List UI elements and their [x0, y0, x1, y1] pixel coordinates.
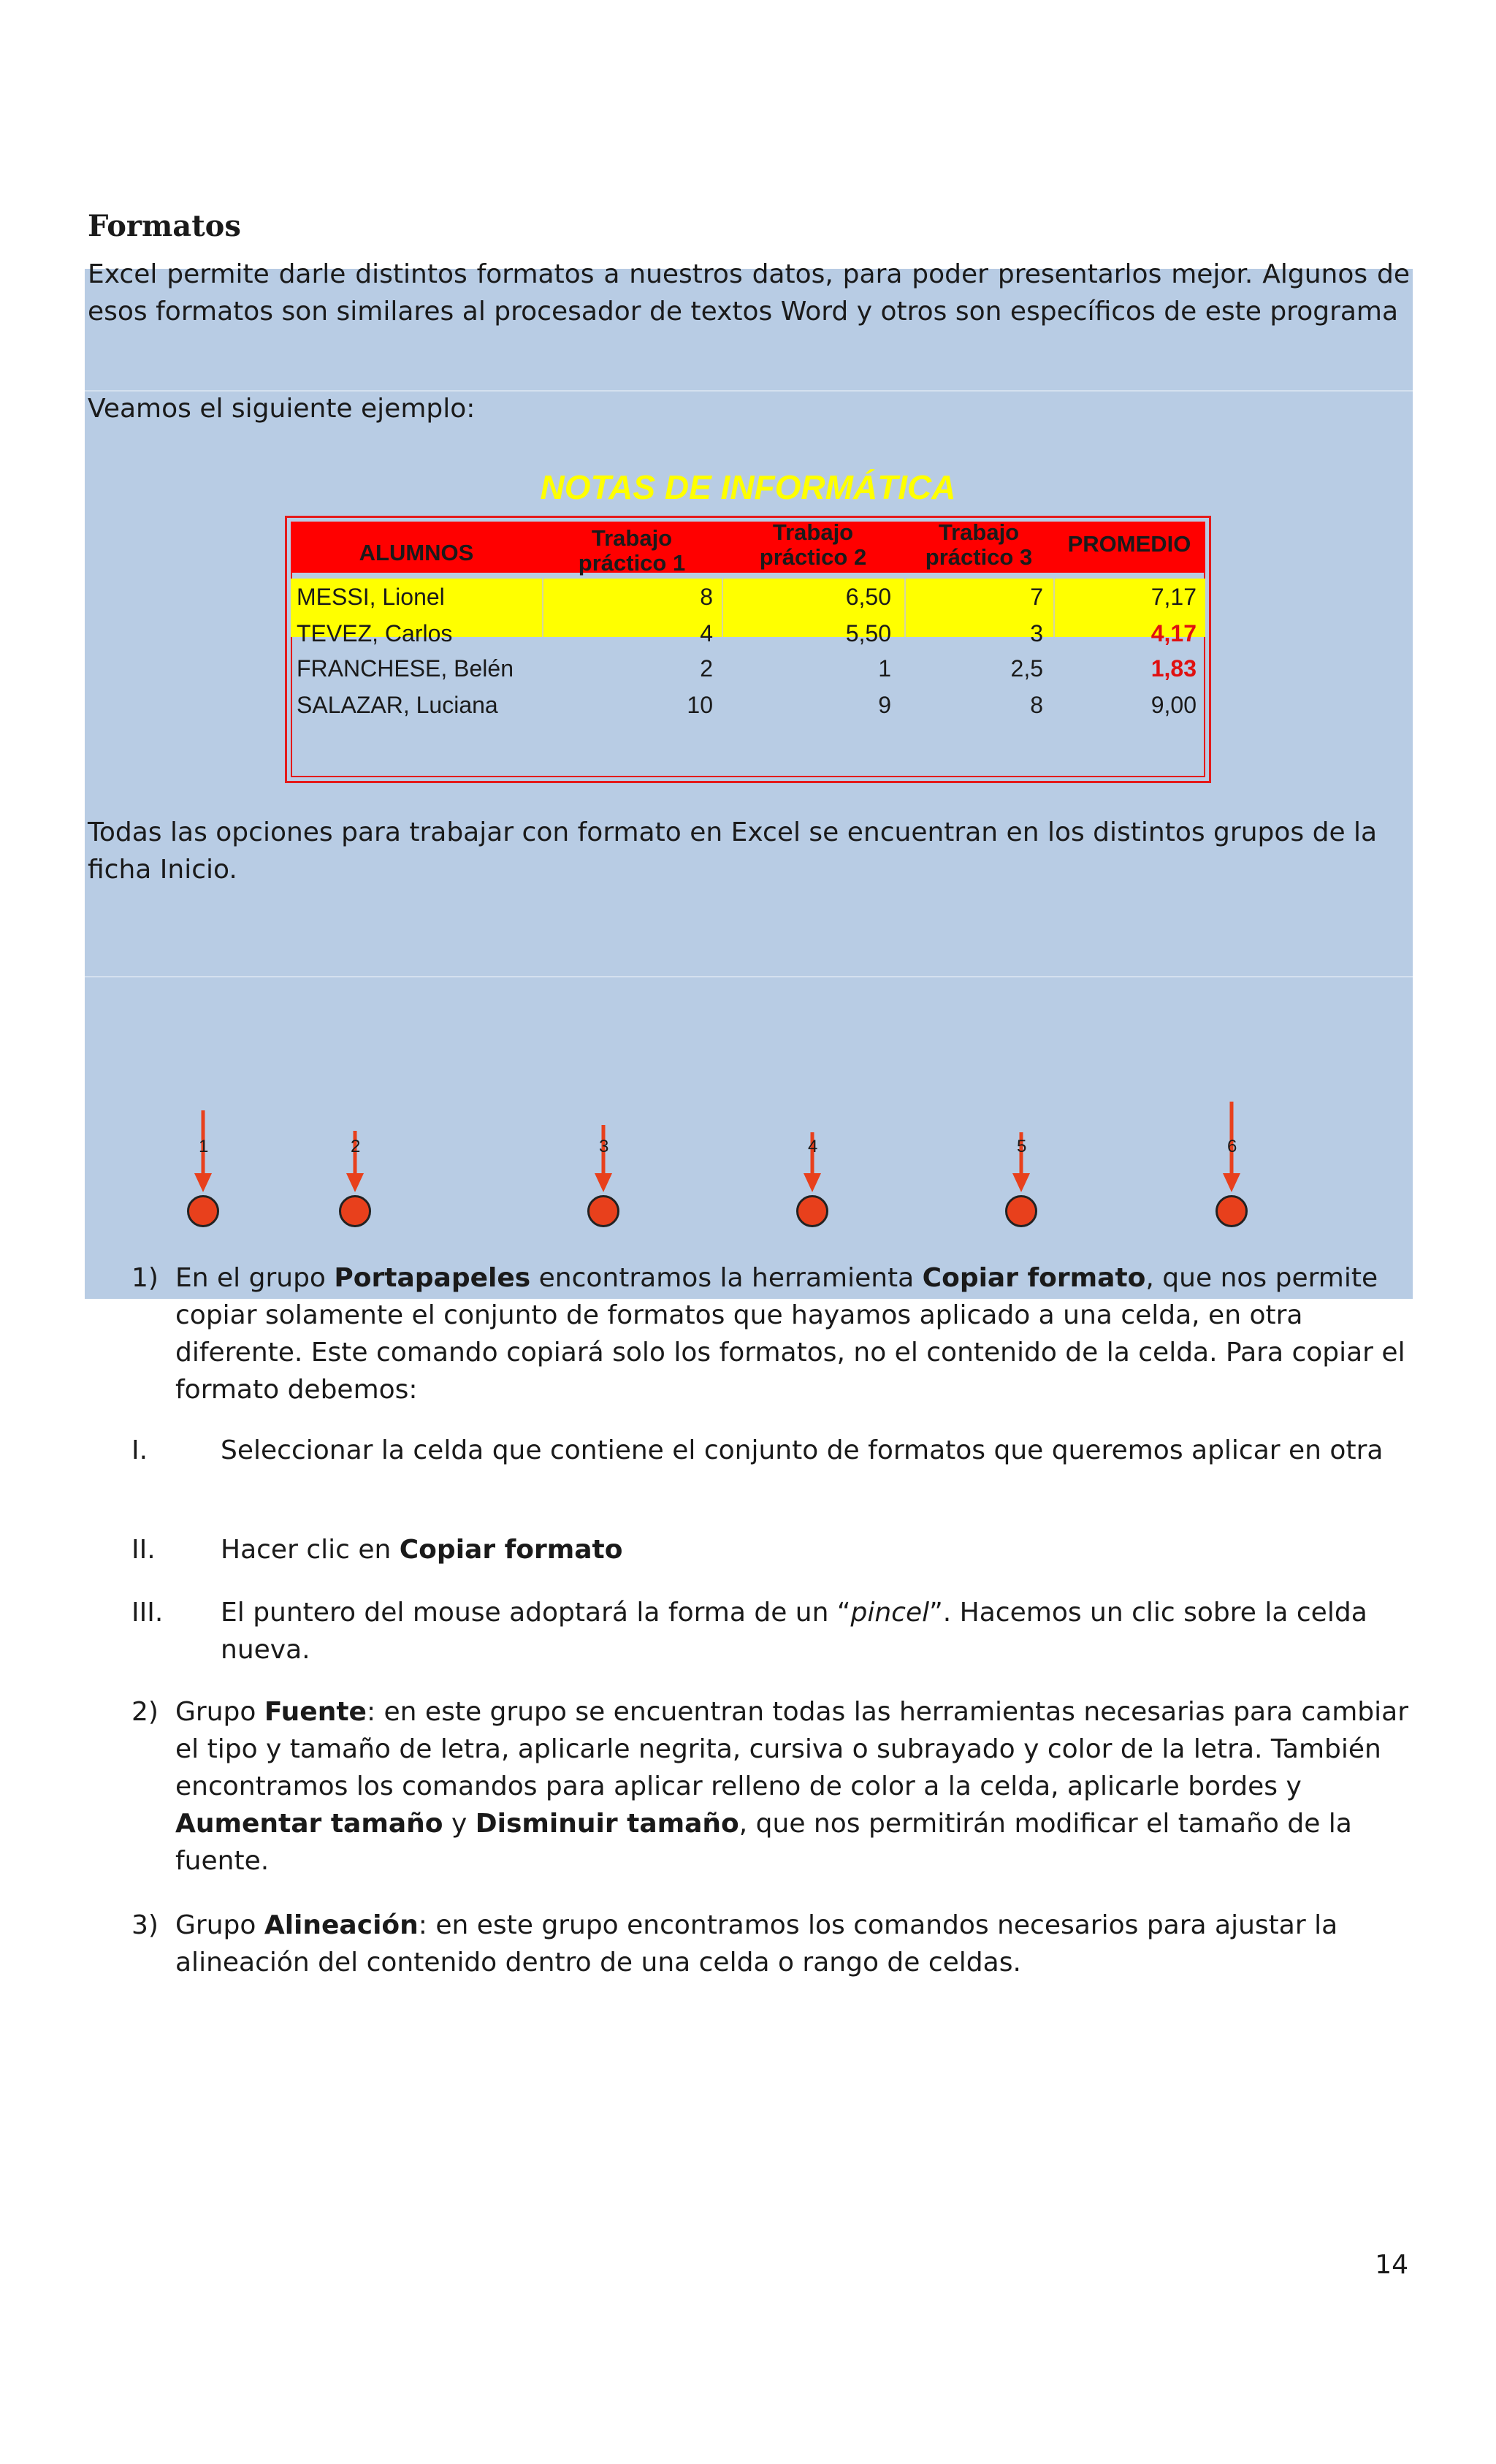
text-run: y: [443, 1809, 476, 1839]
cell-tp1: 10: [687, 692, 713, 718]
marker-number: 1: [199, 1137, 209, 1156]
header-tp3-line2: práctico 3: [925, 544, 1033, 570]
region-divider: [85, 976, 1413, 977]
text-run: : en este grupo se encuentran todas las herramientas necesarias para cambiar el tipo y tamaño de letra, aplicarle negrita, cursiva o subrayado y color de la letra. También encontramos los comandos para aplicar relleno de color a la celda, aplicarle bordes y: [175, 1697, 1409, 1801]
cell-tp2: 1: [878, 655, 891, 682]
marker-circle: [587, 1195, 619, 1227]
cell-promedio: 7,17: [1150, 584, 1197, 610]
intro-paragraph: Excel permite darle distintos formatos a nuestros datos, para poder presentarlos mejor. Algunos de esos formatos son similares al procesador de textos Word y otros son específicos de este programa: [88, 259, 1410, 327]
header-tp1-line1: Trabajo: [591, 525, 673, 551]
page-number: 14: [1375, 2250, 1408, 2280]
cell-tp3: 3: [1030, 620, 1043, 646]
bold-term: Copiar formato: [922, 1263, 1146, 1293]
bold-term: Disminuir tamaño: [475, 1809, 739, 1839]
options-paragraph: Todas las opciones para trabajar con formato en Excel se encuentran en los distintos grupos de la ficha Inicio.: [88, 817, 1378, 885]
italic-term: pincel: [850, 1598, 930, 1628]
text-run: , que nos permitirán modificar el tamaño de la fuente.: [175, 1809, 1352, 1876]
list-number: 1): [131, 1263, 159, 1293]
text-run: , que nos permite copiar solamente el conjunto de formatos que hayamos aplicado a una celda, en otra diferente. Este comando copiará solo los formatos, no el contenido de la celda. Para copiar el formato debemos:: [175, 1263, 1405, 1405]
marker-circle: [339, 1195, 371, 1227]
header-tp2: [722, 520, 904, 571]
list-item-portapapeles: [175, 1259, 1410, 1408]
cell-name: TEVEZ, Carlos: [297, 620, 453, 646]
cell-promedio-failing: 4,17: [1150, 620, 1197, 646]
step-text: Seleccionar la celda que contiene el conjunto de formatos que queremos aplicar en otra: [221, 1435, 1384, 1465]
text-run: encontramos la herramienta: [530, 1263, 923, 1293]
cell-promedio-failing: 1,83: [1150, 655, 1197, 682]
step-number: III.: [131, 1598, 164, 1628]
step-text: [221, 1531, 1410, 1568]
bold-term: Portapapeles: [334, 1263, 531, 1293]
table-title: NOTAS DE INFORMÁTICA: [540, 468, 956, 506]
cell-tp2: 6,50: [845, 584, 891, 610]
marker-circle: [187, 1195, 219, 1227]
cell-tp3: 2,5: [1010, 655, 1043, 682]
text-run: Grupo: [175, 1697, 264, 1727]
text-run: El puntero del mouse adoptará la forma de un “: [221, 1598, 851, 1628]
example-line: Veamos el siguiente ejemplo:: [88, 394, 476, 424]
header-tp2-line2: práctico 2: [759, 544, 867, 570]
bold-term: Copiar formato: [399, 1535, 623, 1565]
cell-tp3: 8: [1030, 692, 1043, 718]
marker-number: 2: [351, 1137, 361, 1156]
list-item-alineacion: [175, 1907, 1410, 1981]
marker-number: 4: [808, 1137, 818, 1156]
cell-name: SALAZAR, Luciana: [297, 692, 498, 718]
section-heading: Formatos: [88, 209, 241, 243]
text-run: Hacer clic en: [221, 1535, 400, 1565]
cell-tp2: 9: [878, 692, 891, 718]
list-item-fuente: [175, 1693, 1410, 1880]
step-number: II.: [131, 1535, 156, 1565]
cell-tp1: 4: [700, 620, 713, 646]
list-number: 3): [131, 1910, 159, 1940]
header-tp3: [904, 520, 1053, 571]
marker-number: 6: [1227, 1137, 1237, 1156]
header-tp2-line1: Trabajo: [772, 519, 854, 545]
marker-number: 5: [1017, 1137, 1027, 1156]
bold-term: Fuente: [264, 1697, 367, 1727]
cell-name: FRANCHESE, Belén: [297, 655, 514, 682]
marker-number: 3: [599, 1137, 609, 1156]
header-tp1: [542, 526, 722, 577]
bold-term: Alineación: [264, 1910, 419, 1940]
marker-circle: [1216, 1195, 1248, 1227]
header-tp1-line2: práctico 1: [578, 550, 686, 576]
cell-tp1: 8: [700, 584, 713, 610]
header-promedio: PROMEDIO: [1067, 531, 1191, 557]
list-number: 2): [131, 1697, 159, 1727]
marker-circle: [1005, 1195, 1037, 1227]
text-run: Grupo: [175, 1910, 264, 1940]
step-text: [221, 1594, 1410, 1668]
cell-tp1: 2: [700, 655, 713, 682]
text-run: En el grupo: [175, 1263, 335, 1293]
cell-tp2: 5,50: [845, 620, 891, 646]
text-run: : en este grupo encontramos los comandos necesarios para ajustar la alineación del contenido dentro de una celda o rango de celdas.: [175, 1910, 1338, 1977]
header-alumnos: ALUMNOS: [359, 540, 474, 565]
arrow-down-icon: [592, 1125, 614, 1192]
cell-tp3: 7: [1030, 584, 1043, 610]
bold-term: Aumentar tamaño: [175, 1809, 443, 1839]
step-number: I.: [131, 1435, 148, 1465]
cell-name: MESSI, Lionel: [297, 584, 445, 610]
header-tp3-line1: Trabajo: [938, 519, 1020, 545]
cell-promedio: 9,00: [1150, 692, 1197, 718]
text-run: ”. Hacemos un clic sobre la celda nueva.: [221, 1598, 1367, 1665]
marker-circle: [796, 1195, 828, 1227]
